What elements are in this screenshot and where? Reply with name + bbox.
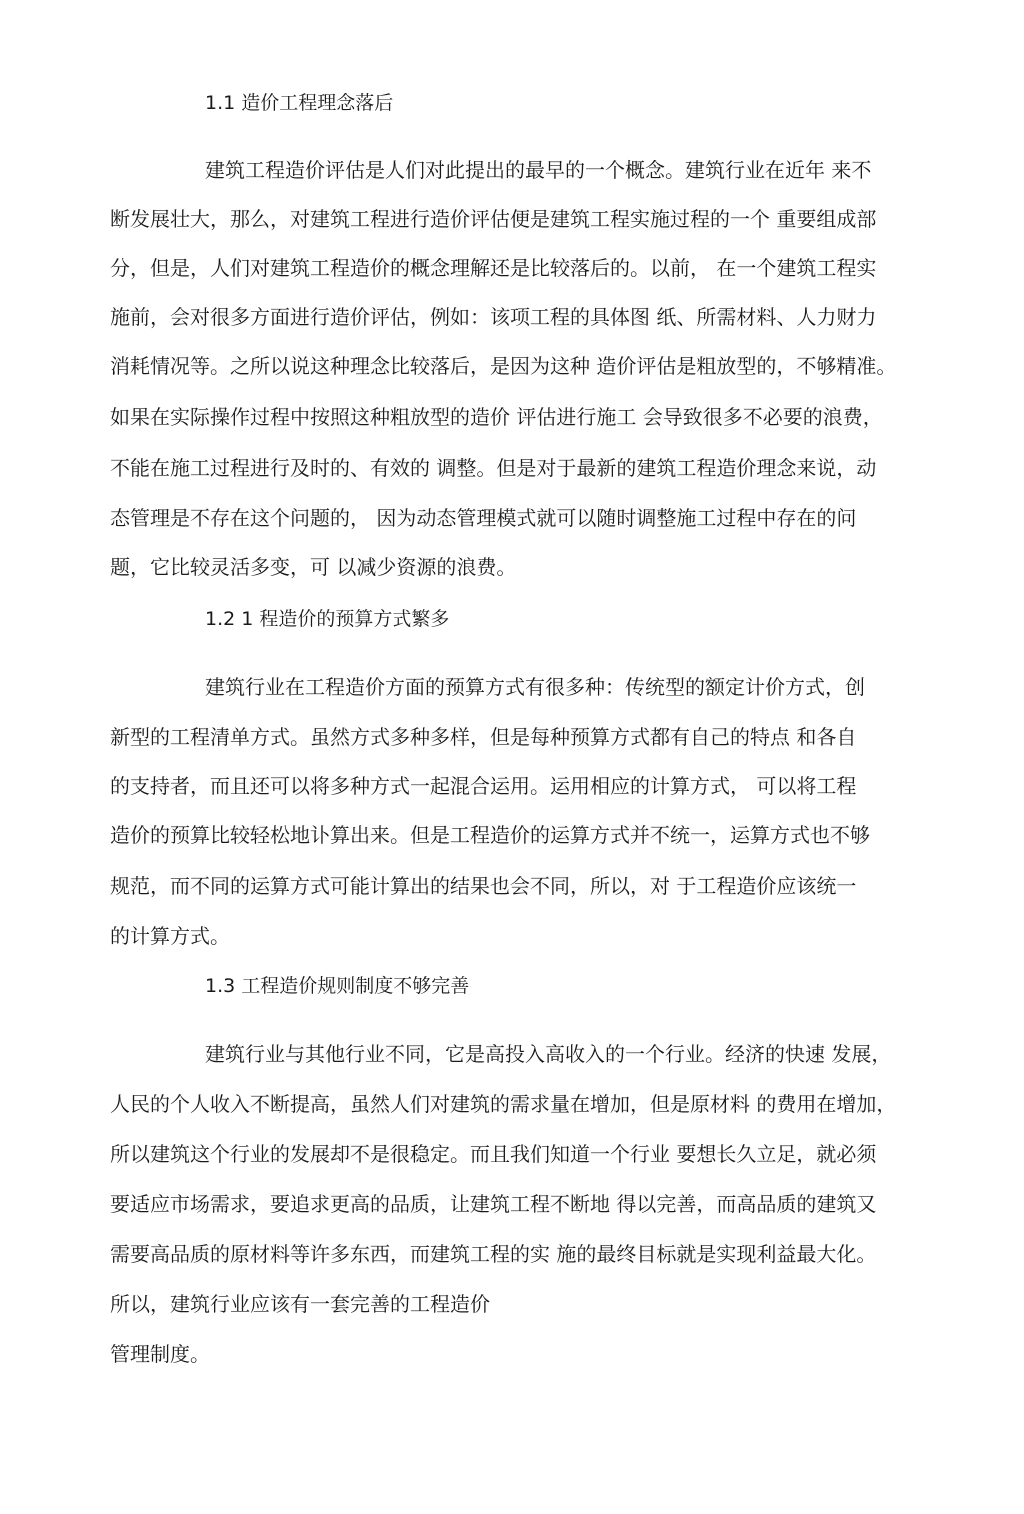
paragraph-line: 管理制度。 [110, 1342, 210, 1366]
paragraph-line: 消耗情况等。之所以说这种理念比较落后，是因为这种 造价评估是粗放型的，不够精准。 [110, 354, 897, 378]
paragraph-line: 如果在实际操作过程中按照这种粗放型的造价 评估进行施工 会导致很多不必要的浪费， [110, 405, 883, 429]
paragraph-line: 建筑行业在工程造价方面的预算方式有很多种：传统型的额定计价方式，创 [205, 675, 865, 699]
section-heading: 1.3 工程造价规则制度不够完善 [205, 975, 470, 997]
section-heading: 1.1 造价工程理念落后 [205, 92, 394, 114]
paragraph-line: 新型的工程清单方式。虽然方式多种多样，但是每种预算方式都有自己的特点 和各自 [110, 725, 857, 749]
section-heading: 1.2 1 程造价的预算方式繁多 [205, 608, 450, 630]
paragraph-line: 要适应市场需求，要追求更高的品质，让建筑工程不断地 得以完善，而高品质的建筑又 [110, 1192, 877, 1216]
paragraph-line: 造价的预算比较轻松地讣算出来。但是工程造价的运算方式并不统一，运算方式也不够 [110, 823, 870, 847]
paragraph-line: 人民的个人收入不断提高，虽然人们对建筑的需求量在增加，但是原材料 的费用在增加， [110, 1092, 897, 1116]
paragraph-line: 施前，会对很多方面进行造价评估，例如：该项工程的具体图 纸、所需材料、人力财力 [110, 305, 877, 329]
paragraph-line: 断发展壮大，那么，对建筑工程进行造价评估便是建筑工程实施过程的一个 重要组成部 [110, 207, 877, 231]
paragraph-line: 所以，建筑行业应该有一套完善的工程造价 [110, 1292, 490, 1316]
paragraph-line: 建筑行业与其他行业不同，它是高投入高收入的一个行业。经济的快速 发展， [205, 1042, 892, 1066]
paragraph-line: 需要高品质的原材料等许多东西，而建筑工程的实 施的最终目标就是实现利益最大化。 [110, 1242, 877, 1266]
paragraph-line: 的计算方式。 [110, 924, 230, 948]
paragraph-line: 规范，而不同的运算方式可能计算出的结果也会不同，所以，对 于工程造价应该统一 [110, 874, 857, 898]
paragraph-line: 的支持者，而且还可以将多种方式一起混合运用。运用相应的计算方式， 可以将工程 [110, 774, 857, 798]
paragraph-line: 分，但是，人们对建筑工程造价的概念理解还是比较落后的。以前， 在一个建筑工程实 [110, 256, 877, 280]
paragraph-line: 不能在施工过程进行及时的、有效的 调整。但是对于最新的建筑工程造价理念来说，动 [110, 456, 877, 480]
paragraph-line: 题，它比较灵活多变，可 以减少资源的浪费。 [110, 555, 517, 579]
paragraph-line: 所以建筑这个行业的发展却不是很稳定。而且我们知道一个行业 要想长久立足，就必须 [110, 1142, 877, 1166]
paragraph-line: 态管理是不存在这个问题的， 因为动态管理模式就可以随时调整施工过程中存在的问 [110, 506, 857, 530]
paragraph-line: 建筑工程造价评估是人们对此提出的最早的一个概念。建筑行业在近年 来不 [205, 158, 872, 182]
